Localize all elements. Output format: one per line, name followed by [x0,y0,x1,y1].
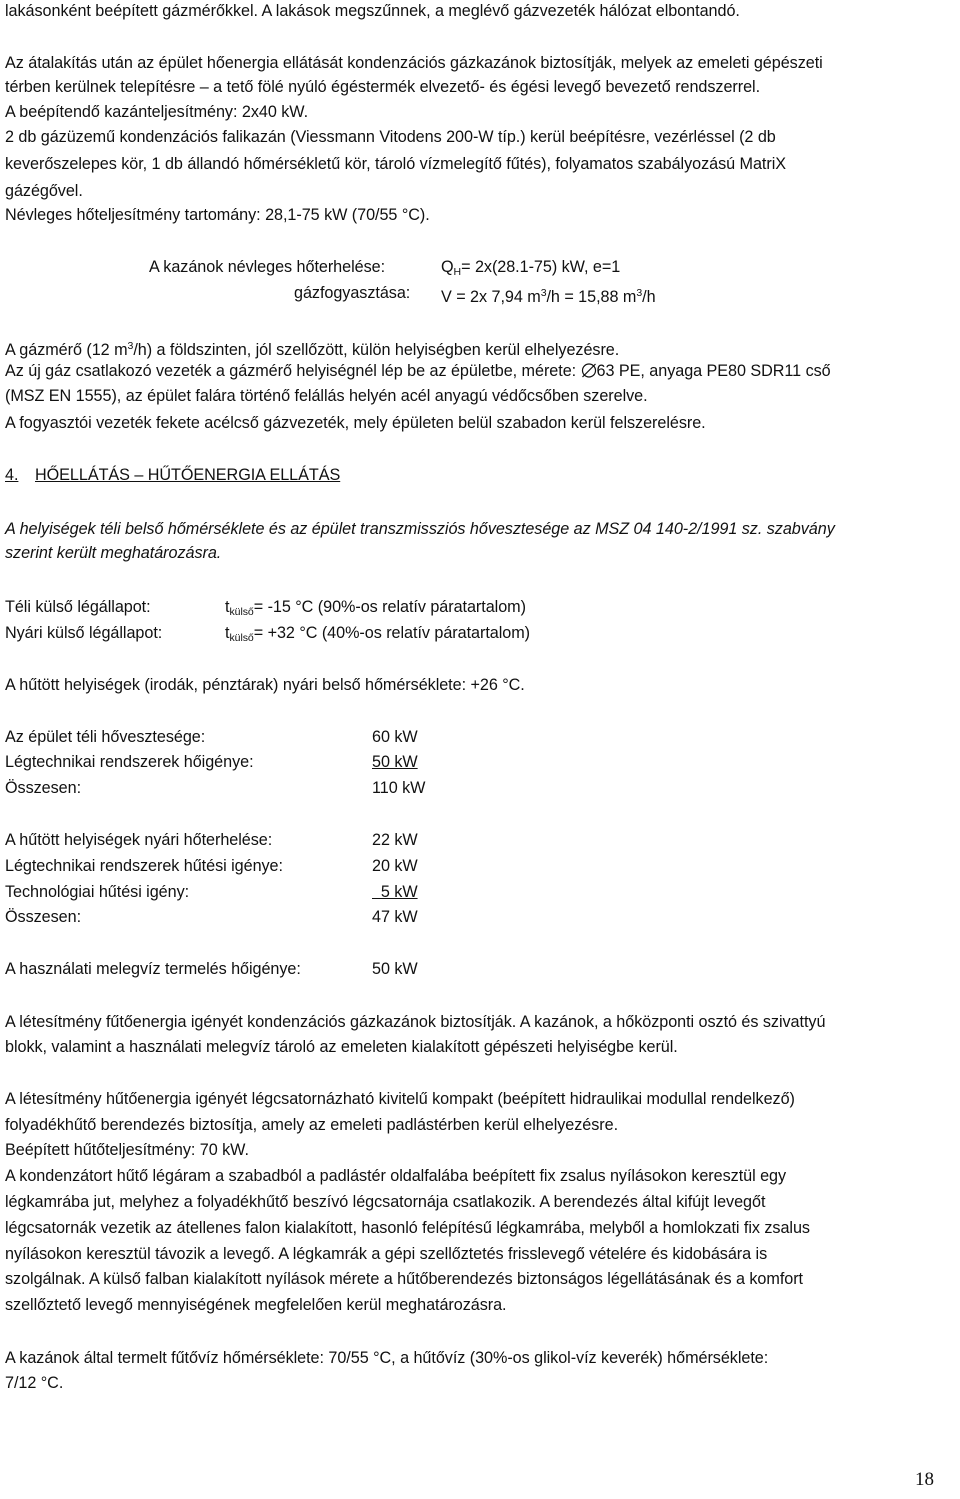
text-line: Névleges hőteljesítmény tartomány: 28,1-75 kW (70/55 °C). [5,206,430,224]
diameter-icon [581,362,597,378]
winter-value: $t_{külső}= -15$ °C (90%-os relatív páratartalom) [225,598,526,618]
heat-load-label: A kazánok névleges hőterhelése: [149,258,386,276]
text-line: légkamrába jut, melyhez a folyadékhűtő beszívó légcsatornája csatlakozik. A berendezés által kifújt levegőt [5,1193,766,1211]
text-line: A hűtött helyiségek (irodák, pénztárak) nyári belső hőmérséklete: +26 °C. [5,676,525,694]
text-line: 7/12 °C. [5,1374,64,1392]
summer-label: Nyári külső légállapot: [5,624,163,642]
gas-meter-line: A gázmérő (12 $m^3/h$) a földszinten, jól szellőzött, külön helyiségben kerül elhelyezésre. [5,340,620,359]
heat-table-row: Az épület téli hővesztesége: 60 kW [5,728,418,746]
text-line: nyílásokon keresztül távozik a levegő. A légkamrák a gépi szellőztetés frisslevegő vételére és kidobására is [5,1245,768,1263]
text-line: A beépítendő kazánteljesítmény: 2x40 kW. [5,103,309,121]
page-number: 18 [915,1469,934,1490]
section-heading [5,464,948,486]
text-line: blokk, valamint a használati melegvíz tároló az emeleten kialakított gépészeti helyiségbe kerül. [5,1038,678,1056]
text-line: keverőszelepes kör, 1 db állandó hőmérsékletű kör, tároló vízmelegítő fűtés), folyamatos szabályozású MatriX [5,155,786,173]
text-line: A kazánok által termelt fűtővíz hőmérséklete: 70/55 °C, a hűtővíz (30%-os glikol-víz keverék) hőmérséklete: [5,1349,769,1367]
heat-load-formula: $Q_H= 2x(28.1-75)$ kW, e=1 [441,258,621,278]
text-line: (MSZ EN 1555), az épület falára történő felállás helyén acél anyagú védőcsőben szerelve. [5,387,648,405]
winter-conditions-line [5,596,948,618]
gas-consumption-label: gázfogyasztása: [294,284,411,302]
section-title: HŐELLÁTÁS – HŰTŐENERGIA ELLÁTÁS [35,466,341,484]
dhw-line: A használati melegvíz termelés hőigénye: 50 kW [5,960,418,978]
cool-table-total: Összesen: 47 kW [5,908,418,926]
gas-consumption-formula: V = 2x 7,94 $m^3/h = 15,88$ $m^3/h$ [441,287,656,306]
text-line: Beépített hűtőteljesítmény: 70 kW. [5,1141,249,1159]
summer-value: $t_{külső}= +32$ °C (40%-os relatív páratartalom) [225,624,531,644]
italic-line: A helyiségek téli belső hőmérséklete és az épület transzmissziós hővesztesége az MSZ 04 140-2/1991 sz. szabvány [5,520,835,538]
heat-table-row: Légtechnikai rendszerek hőigénye: 50 kW [5,753,418,771]
text-line: Az átalakítás után az épület hőenergia ellátását kondenzációs gázkazánok biztosítják, melyek az emeleti gépészeti [5,54,823,72]
summer-conditions-line [5,622,948,644]
cool-table-row: Technológiai hűtési igény: 5 kW [5,883,418,901]
italic-line: szerint került meghatározásra. [5,544,222,562]
cool-table-row: A hűtött helyiségek nyári hőterhelése: 22 kW [5,831,418,849]
text-line: szolgálnak. A külső falban kialakított nyílások mérete a hűtőberendezés biztonságos légellátásának és a komfort [5,1270,804,1288]
heat-table-total: Összesen: 110 kW [5,779,426,797]
text-line: A kondenzátort hűtő légáram a szabadból a padlástér oldalfalába beépített fix zsalus nyílásokon keresztül egy [5,1167,787,1185]
text-line: folyadékhűtő berendezés biztosítja, amely az emeleti padlástérben kerül elhelyezésre. [5,1116,619,1134]
section-number: 4. [5,466,19,484]
cool-table-row: Légtechnikai rendszerek hűtési igénye: 20 kW [5,857,418,875]
winter-label: Téli külső légállapot: [5,598,151,616]
text-line: gázégővel. [5,182,83,200]
text-line: A létesítmény hűtőenergia igényét légcsatornázható kivitelű kompakt (beépített hidraulikai modullal rendelkező) [5,1090,795,1108]
text-line: lakásonként beépített gázmérőkkel. A lakások megszűnnek, a meglévő gázvezeték hálózat elbontandó. [5,2,740,20]
text-line: térben kerülnek telepítésre – a tető fölé nyúló égéstermék elvezető- és égési levegő bevezető rendszerrel. [5,78,761,96]
text-line: légcsatornák vezetik az átellenes falon kialakított, hasonló felépítésű légkamrába, melyből a homlokzati fix zsalus [5,1219,810,1237]
text-line: A létesítmény fűtőenergia igényét kondenzációs gázkazánok biztosítják. A kazánok, a hőközponti osztó és szivattyú [5,1013,826,1031]
text-line: A fogyasztói vezeték fekete acélcső gázvezeték, mely épületen belül szabadon kerül felszerelésre. [5,414,706,432]
text-line: 2 db gázüzemű kondenzációs falikazán (Viessmann Vitodens 200-W típ.) kerül beépítésre, vezérléssel (2 db [5,128,776,146]
gas-connection-line: Az új gáz csatlakozó vezeték a gázmérő helyiségnél lép be az épületbe, mérete: 63 PE, anyaga PE80 SDR11 cső [5,362,831,380]
text-line: szellőztető levegő mennyiségének megfelelően kerül meghatározásra. [5,1296,507,1314]
